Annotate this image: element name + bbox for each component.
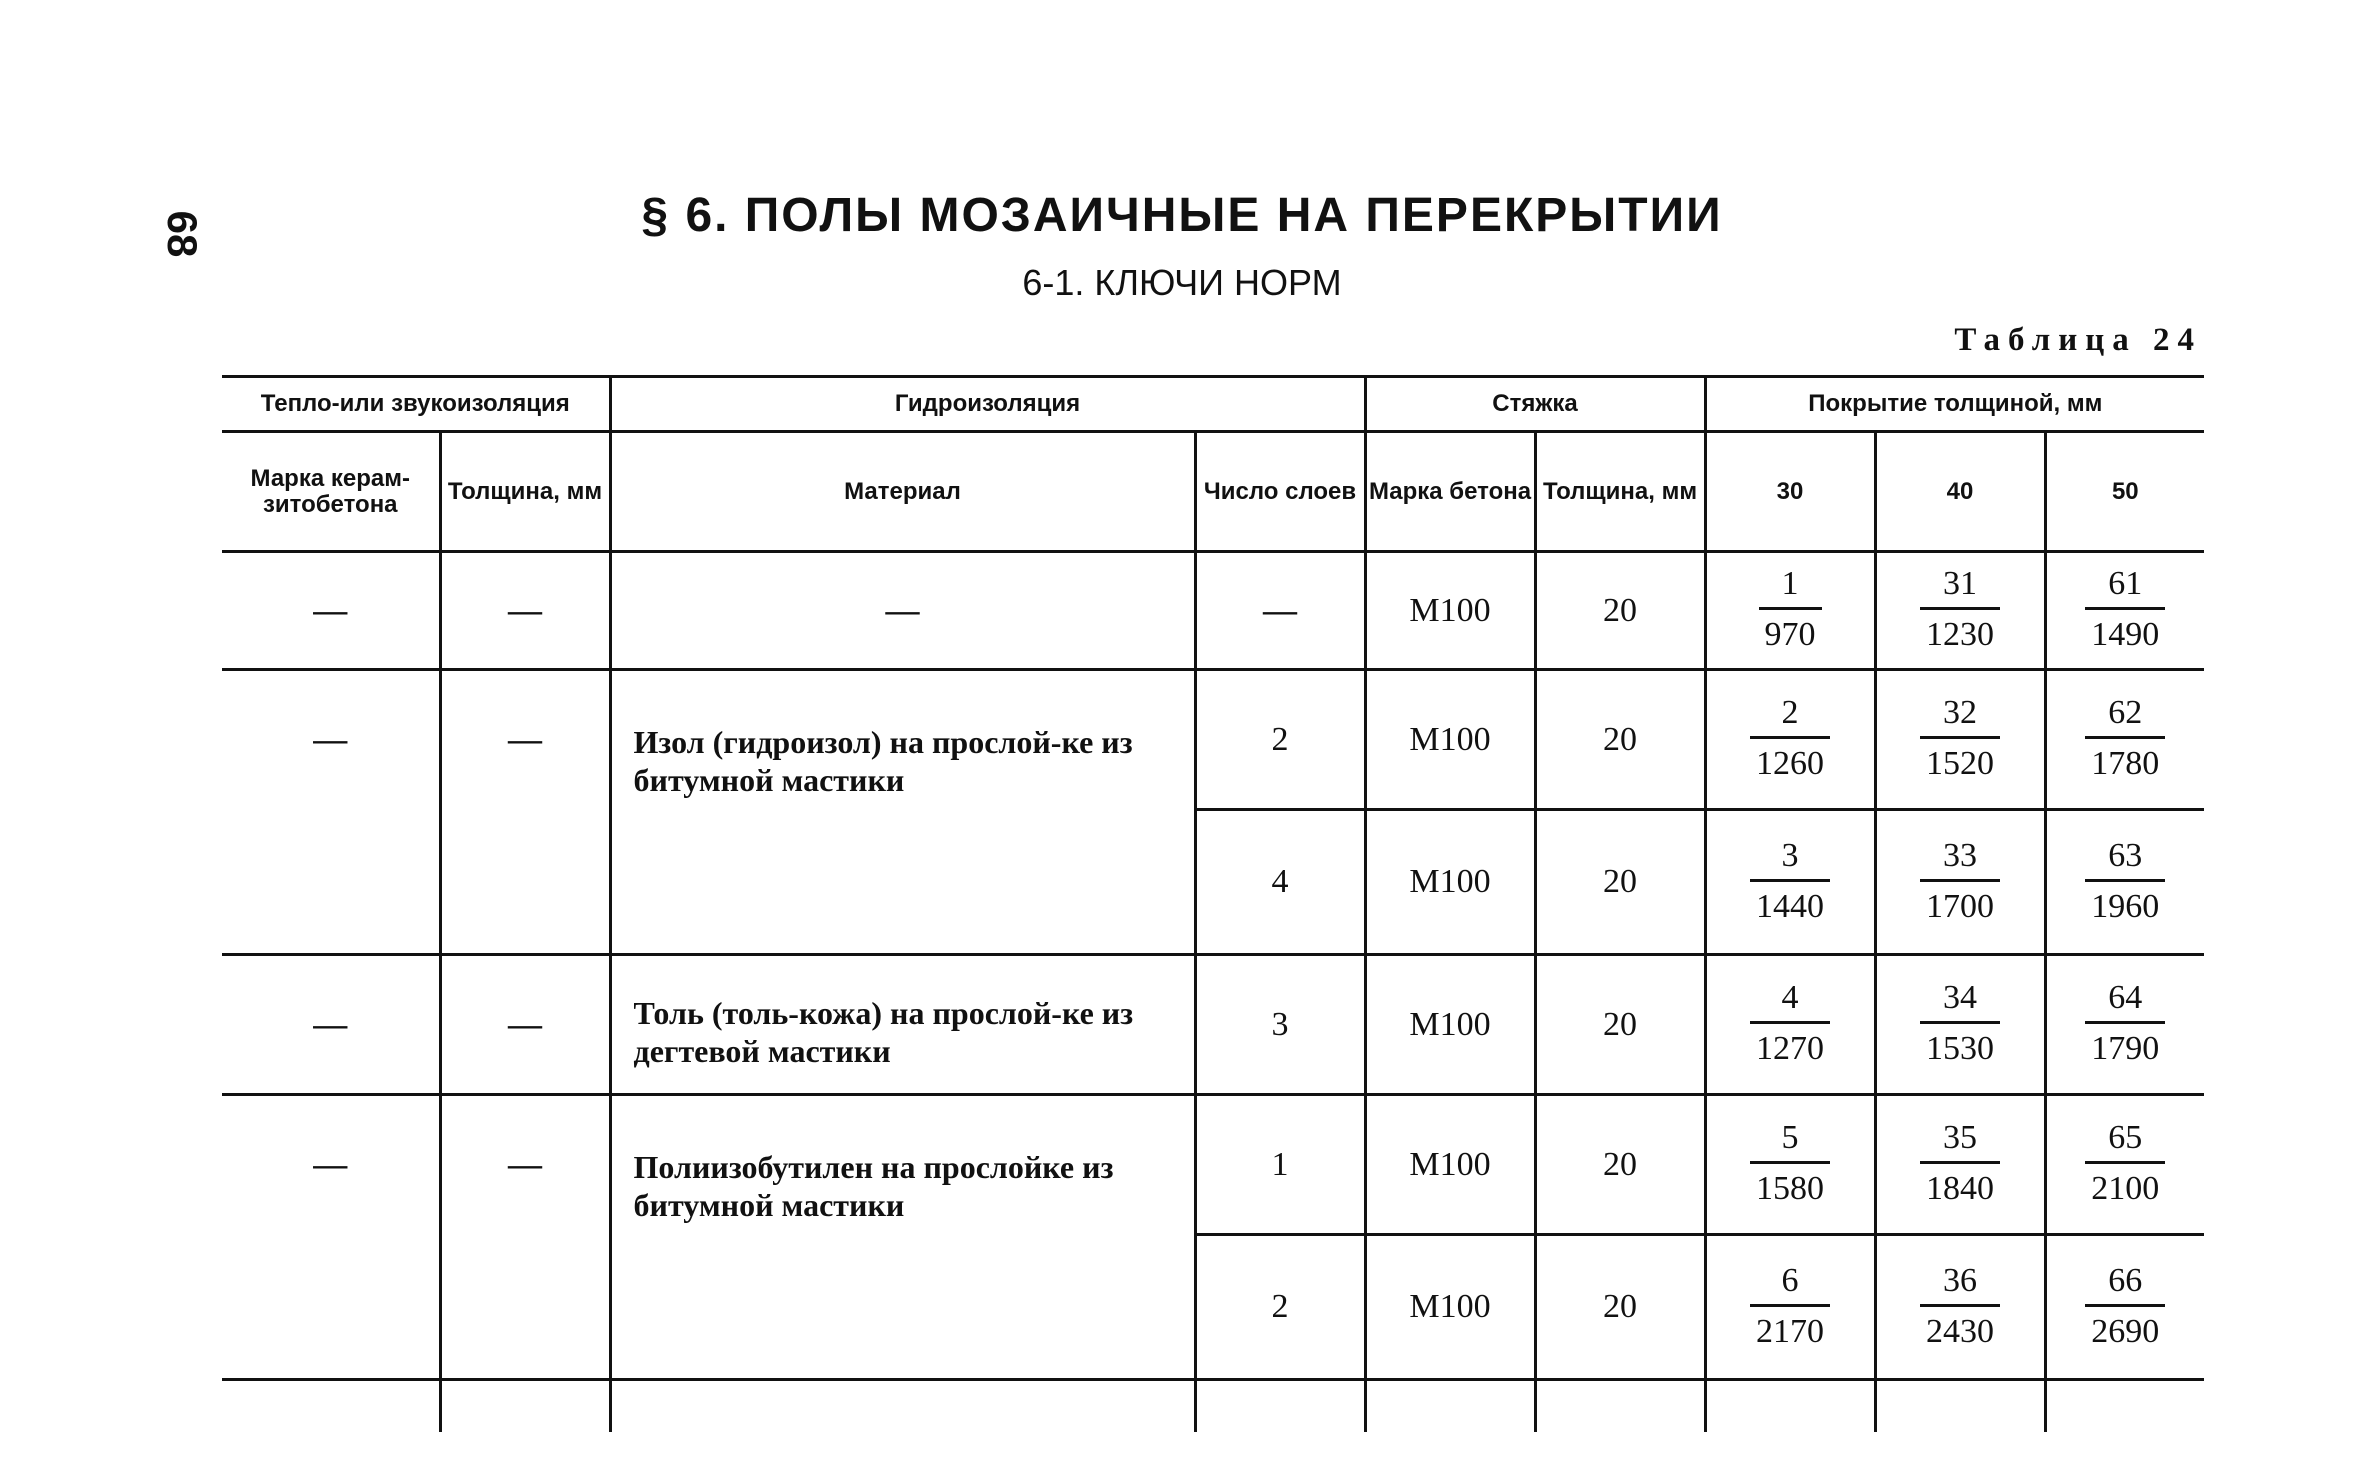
- table-label: Таблица 24: [1954, 322, 2202, 358]
- norm-number: 5: [1750, 1121, 1830, 1164]
- keramzit-cell: —: [222, 670, 440, 955]
- norm-number: 63: [2085, 839, 2165, 882]
- norm-value: 1530: [1926, 1030, 1995, 1067]
- thickness-cell: 20: [1535, 1235, 1705, 1380]
- norm-number: 6: [1750, 1264, 1830, 1307]
- norm-value: 1270: [1756, 1030, 1825, 1067]
- continuation-cell: [1365, 1380, 1535, 1432]
- norm-value: 2170: [1756, 1312, 1825, 1350]
- layers-cell: 2: [1195, 1235, 1365, 1380]
- thickness-cell: 20: [1535, 955, 1705, 1095]
- norm-number: 34: [1920, 981, 2000, 1024]
- norm-value: 1960: [2091, 887, 2160, 925]
- norm-number: 2: [1750, 696, 1830, 739]
- layers-cell: 3: [1195, 955, 1365, 1095]
- table-row: [222, 670, 2204, 810]
- norm-value: 1520: [1926, 745, 1995, 782]
- ins-thickness-cell: —: [440, 955, 610, 1095]
- header-40: 40: [1875, 432, 2045, 552]
- concrete-cell: М100: [1365, 670, 1535, 810]
- code-30-cell: [1705, 670, 1875, 810]
- material-cell: Толь (толь-кожа) на прослой-ке из дегтевой мастики: [610, 955, 1195, 1095]
- header-30: 30: [1705, 432, 1875, 552]
- norm-value: 2430: [1926, 1312, 1995, 1350]
- header-ins-thickness: Толщина, мм: [440, 432, 610, 552]
- code-30-cell: [1705, 810, 1875, 955]
- concrete-cell: М100: [1365, 552, 1535, 670]
- continuation-cell: [610, 1380, 1195, 1432]
- norm-value: 1260: [1756, 745, 1825, 782]
- header-scr-thickness: Толщина, мм: [1535, 432, 1705, 552]
- code-50-cell: [2045, 1235, 2204, 1380]
- header-screed: Стяжка: [1365, 377, 1705, 432]
- code-40-cell: [1875, 552, 2045, 670]
- ins-thickness-cell: —: [440, 670, 610, 955]
- code-50-cell: [2045, 955, 2204, 1095]
- norm-value: 1780: [2091, 745, 2160, 782]
- code-30-cell: [1705, 955, 1875, 1095]
- material-cell: —: [610, 552, 1195, 670]
- norm-value: 1490: [2091, 616, 2160, 653]
- code-50-cell: [2045, 1095, 2204, 1235]
- header-coating: Покрытие толщиной, мм: [1705, 377, 2204, 432]
- norms-table: [222, 375, 2204, 1432]
- code-30-cell: [1705, 1095, 1875, 1235]
- continuation-cell: [2045, 1380, 2204, 1432]
- header-waterproofing: Гидроизоляция: [610, 377, 1365, 432]
- code-30-cell: [1705, 1235, 1875, 1380]
- norm-number: 3: [1750, 839, 1830, 882]
- norm-number: 36: [1920, 1264, 2000, 1307]
- page-number: 68: [159, 210, 206, 258]
- section-subtitle: 6-1. КЛЮЧИ НОРМ: [1022, 262, 1342, 303]
- code-40-cell: [1875, 1095, 2045, 1235]
- concrete-cell: М100: [1365, 810, 1535, 955]
- continuation-cell: [1705, 1380, 1875, 1432]
- continuation-cell: [1875, 1380, 2045, 1432]
- code-40-cell: [1875, 670, 2045, 810]
- norm-number: 32: [1920, 696, 2000, 739]
- norm-number: 61: [2085, 567, 2165, 610]
- code-40-cell: [1875, 810, 2045, 955]
- norm-value: 1580: [1756, 1170, 1825, 1207]
- table-header-columns: [222, 432, 2204, 552]
- header-50: 50: [2045, 432, 2204, 552]
- continuation-cell: [1195, 1380, 1365, 1432]
- concrete-cell: М100: [1365, 955, 1535, 1095]
- header-insulation: Тепло-или звукоизоляция: [222, 377, 610, 432]
- code-40-cell: [1875, 1235, 2045, 1380]
- code-50-cell: [2045, 810, 2204, 955]
- thickness-cell: 20: [1535, 1095, 1705, 1235]
- header-material: Материал: [610, 432, 1195, 552]
- norm-number: 4: [1750, 981, 1830, 1024]
- layers-cell: 1: [1195, 1095, 1365, 1235]
- thickness-cell: 20: [1535, 670, 1705, 810]
- table-header-groups: [222, 377, 2204, 432]
- code-50-cell: [2045, 670, 2204, 810]
- thickness-cell: 20: [1535, 552, 1705, 670]
- material-cell: Полиизобутилен на прослойке из битумной мастики: [610, 1095, 1195, 1380]
- table-row: [222, 552, 2204, 670]
- norm-value: 970: [1764, 616, 1816, 653]
- section-title: § 6. ПОЛЫ МОЗАИЧНЫЕ НА ПЕРЕКРЫТИИ: [641, 189, 1723, 242]
- ins-thickness-cell: —: [440, 1095, 610, 1380]
- table-row: [222, 955, 2204, 1095]
- norm-value: 1440: [1756, 887, 1825, 925]
- norm-value: 2690: [2091, 1312, 2160, 1350]
- header-concrete: Марка бетона: [1365, 432, 1535, 552]
- norm-number: 35: [1920, 1121, 2000, 1164]
- layers-cell: —: [1195, 552, 1365, 670]
- table-row: [222, 1095, 2204, 1235]
- code-40-cell: [1875, 955, 2045, 1095]
- layers-cell: 2: [1195, 670, 1365, 810]
- continuation-cell: [222, 1380, 440, 1432]
- keramzit-cell: —: [222, 1095, 440, 1380]
- norm-value: 1840: [1926, 1170, 1995, 1207]
- norm-number: 1: [1759, 567, 1822, 610]
- concrete-cell: М100: [1365, 1095, 1535, 1235]
- norm-number: 31: [1920, 567, 2000, 610]
- norm-number: 65: [2085, 1121, 2165, 1164]
- continuation-cell: [440, 1380, 610, 1432]
- norm-number: 62: [2085, 696, 2165, 739]
- layers-cell: 4: [1195, 810, 1365, 955]
- norm-number: 64: [2085, 981, 2165, 1024]
- material-cell: Изол (гидроизол) на прослой-ке из битумной мастики: [610, 670, 1195, 955]
- norm-value: 1230: [1926, 616, 1995, 653]
- norm-number: 66: [2085, 1264, 2165, 1307]
- keramzit-cell: —: [222, 552, 440, 670]
- ins-thickness-cell: —: [440, 552, 610, 670]
- thickness-cell: 20: [1535, 810, 1705, 955]
- table-continuation-row: [222, 1380, 2204, 1432]
- code-50-cell: [2045, 552, 2204, 670]
- header-layers: Число слоев: [1195, 432, 1365, 552]
- norm-value: 2100: [2091, 1170, 2160, 1207]
- header-keramzit: Марка керам-зитобетона: [222, 432, 440, 552]
- norm-number: 33: [1920, 839, 2000, 882]
- continuation-cell: [1535, 1380, 1705, 1432]
- norm-value: 1790: [2091, 1030, 2160, 1067]
- norm-value: 1700: [1926, 887, 1995, 925]
- code-30-cell: [1705, 552, 1875, 670]
- concrete-cell: М100: [1365, 1235, 1535, 1380]
- keramzit-cell: —: [222, 955, 440, 1095]
